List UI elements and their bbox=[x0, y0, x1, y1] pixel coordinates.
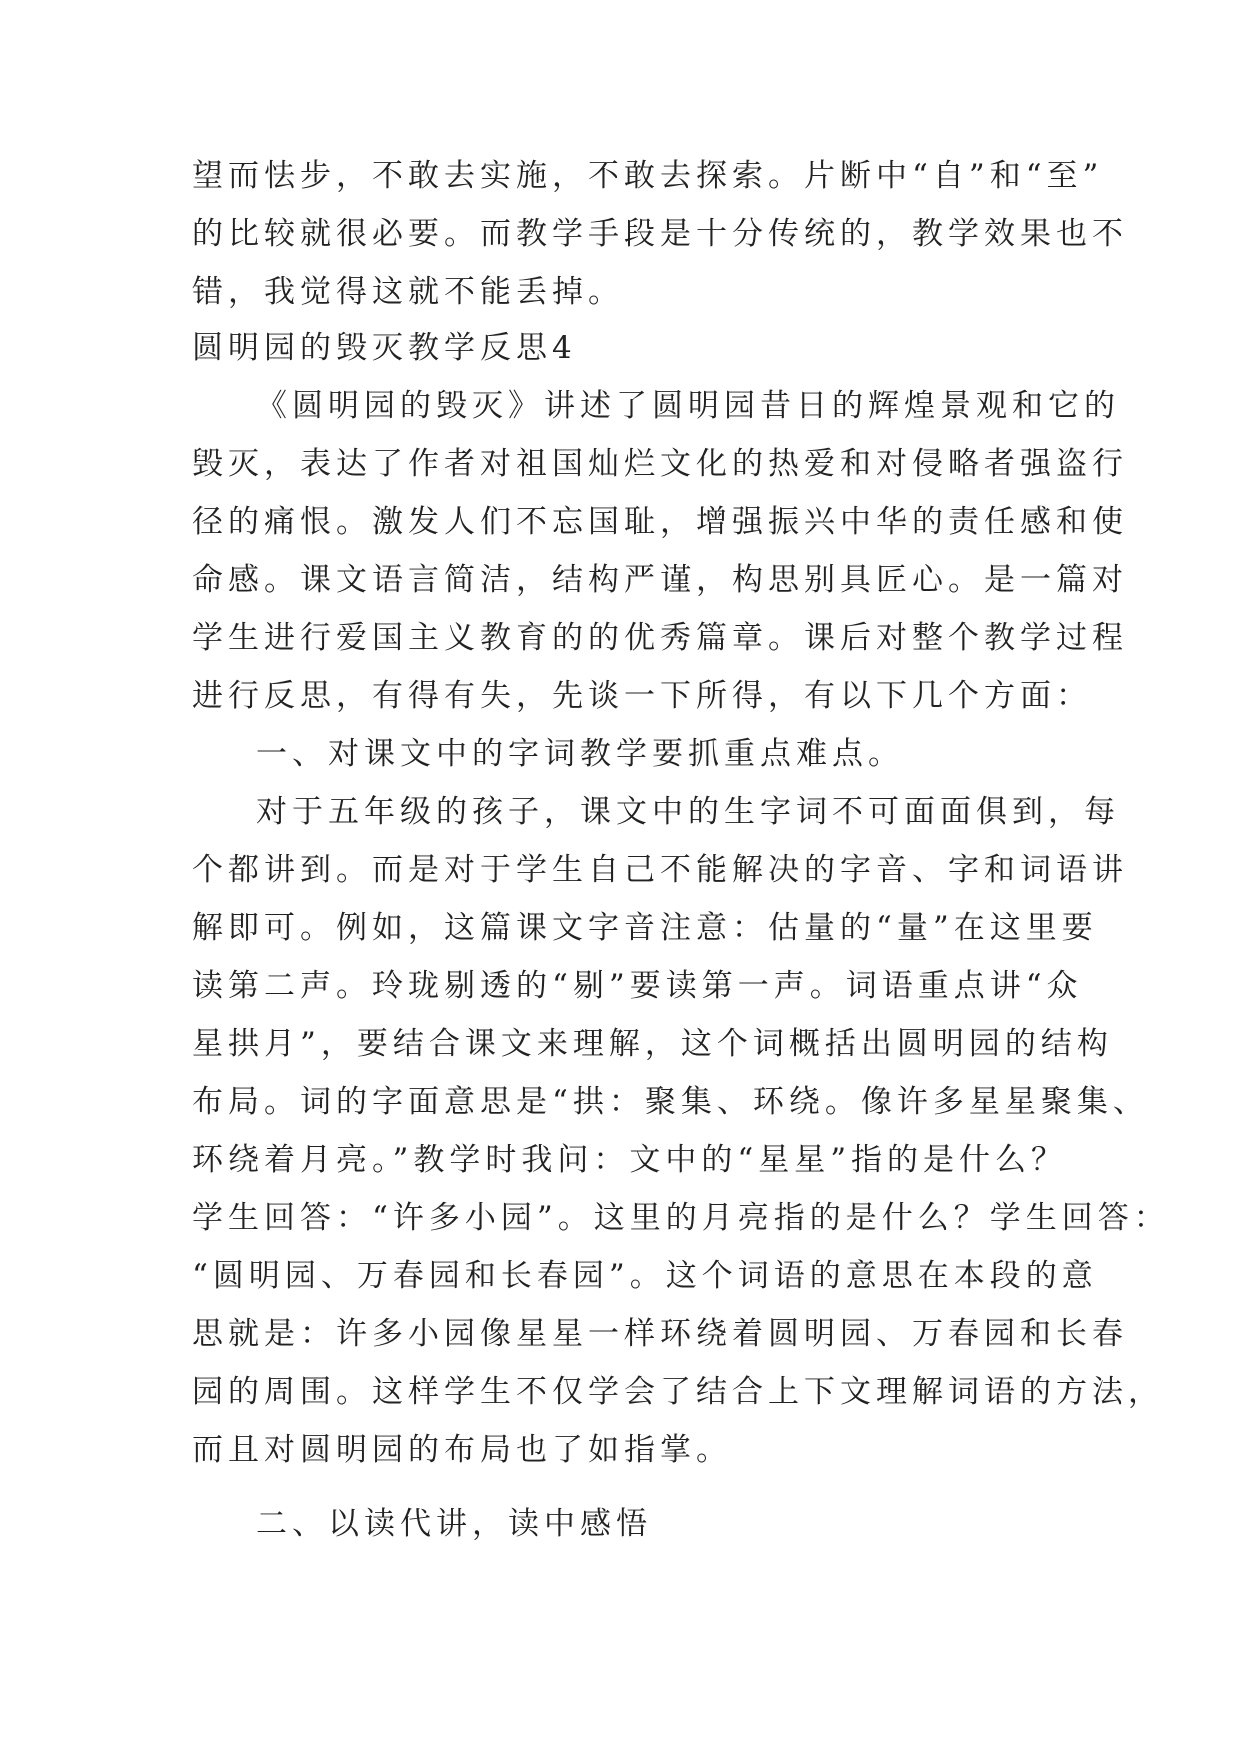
text-line: 学生回答：“许多小园”。这里的月亮指的是什么？学生回答： bbox=[192, 1200, 1170, 1236]
text-line: 望而怯步，不敢去实施，不敢去探索。片断中“自”和“至” bbox=[192, 158, 1104, 194]
text-line: “圆明园、万春园和长春园”。这个词语的意思在本段的意 bbox=[192, 1258, 1098, 1294]
text-line: 园的周围。这样学生不仅学会了结合上下文理解词语的方法， bbox=[192, 1374, 1164, 1410]
subsection-heading: 一、对课文中的字词教学要抓重点难点。 bbox=[256, 736, 904, 772]
section-heading: 圆明园的毁灭教学反思4 bbox=[192, 330, 577, 366]
text-line: 对于五年级的孩子，课文中的生字词不可面面俱到，每 bbox=[256, 794, 1120, 830]
text-line: 星拱月”，要结合课文来理解，这个词概括出圆明园的结构 bbox=[192, 1026, 1113, 1062]
text-line: 读第二声。玲珑剔透的“剔”要读第一声。词语重点讲“众 bbox=[192, 968, 1083, 1004]
text-line: 思就是：许多小园像星星一样环绕着圆明园、万春园和长春 bbox=[192, 1316, 1128, 1352]
text-line: 环绕着月亮。”教学时我问：文中的“星星”指的是什么？ bbox=[192, 1142, 1068, 1178]
text-line: 个都讲到。而是对于学生自己不能解决的字音、字和词语讲 bbox=[192, 852, 1128, 888]
text-line: 命感。课文语言简洁，结构严谨，构思别具匠心。是一篇对 bbox=[192, 562, 1128, 598]
text-line: 而且对圆明园的布局也了如指掌。 bbox=[192, 1432, 732, 1468]
subsection-heading: 二、以读代讲，读中感悟 bbox=[256, 1506, 652, 1542]
text-line: 学生进行爱国主义教育的的优秀篇章。课后对整个教学过程 bbox=[192, 620, 1128, 656]
text-line: 《圆明园的毁灭》讲述了圆明园昔日的辉煌景观和它的 bbox=[256, 388, 1120, 424]
text-line: 的比较就很必要。而教学手段是十分传统的，教学效果也不 bbox=[192, 216, 1128, 252]
text-line: 进行反思，有得有失，先谈一下所得，有以下几个方面： bbox=[192, 678, 1092, 714]
text-line: 布局。词的字面意思是“拱：聚集、环绕。像许多星星聚集、 bbox=[192, 1084, 1149, 1120]
text-line: 径的痛恨。激发人们不忘国耻，增强振兴中华的责任感和使 bbox=[192, 504, 1128, 540]
text-line: 错，我觉得这就不能丢掉。 bbox=[192, 274, 624, 310]
text-line: 解即可。例如，这篇课文字音注意：估量的“量”在这里要 bbox=[192, 910, 1098, 946]
text-line: 毁灭，表达了作者对祖国灿烂文化的热爱和对侵略者强盗行 bbox=[192, 446, 1128, 482]
